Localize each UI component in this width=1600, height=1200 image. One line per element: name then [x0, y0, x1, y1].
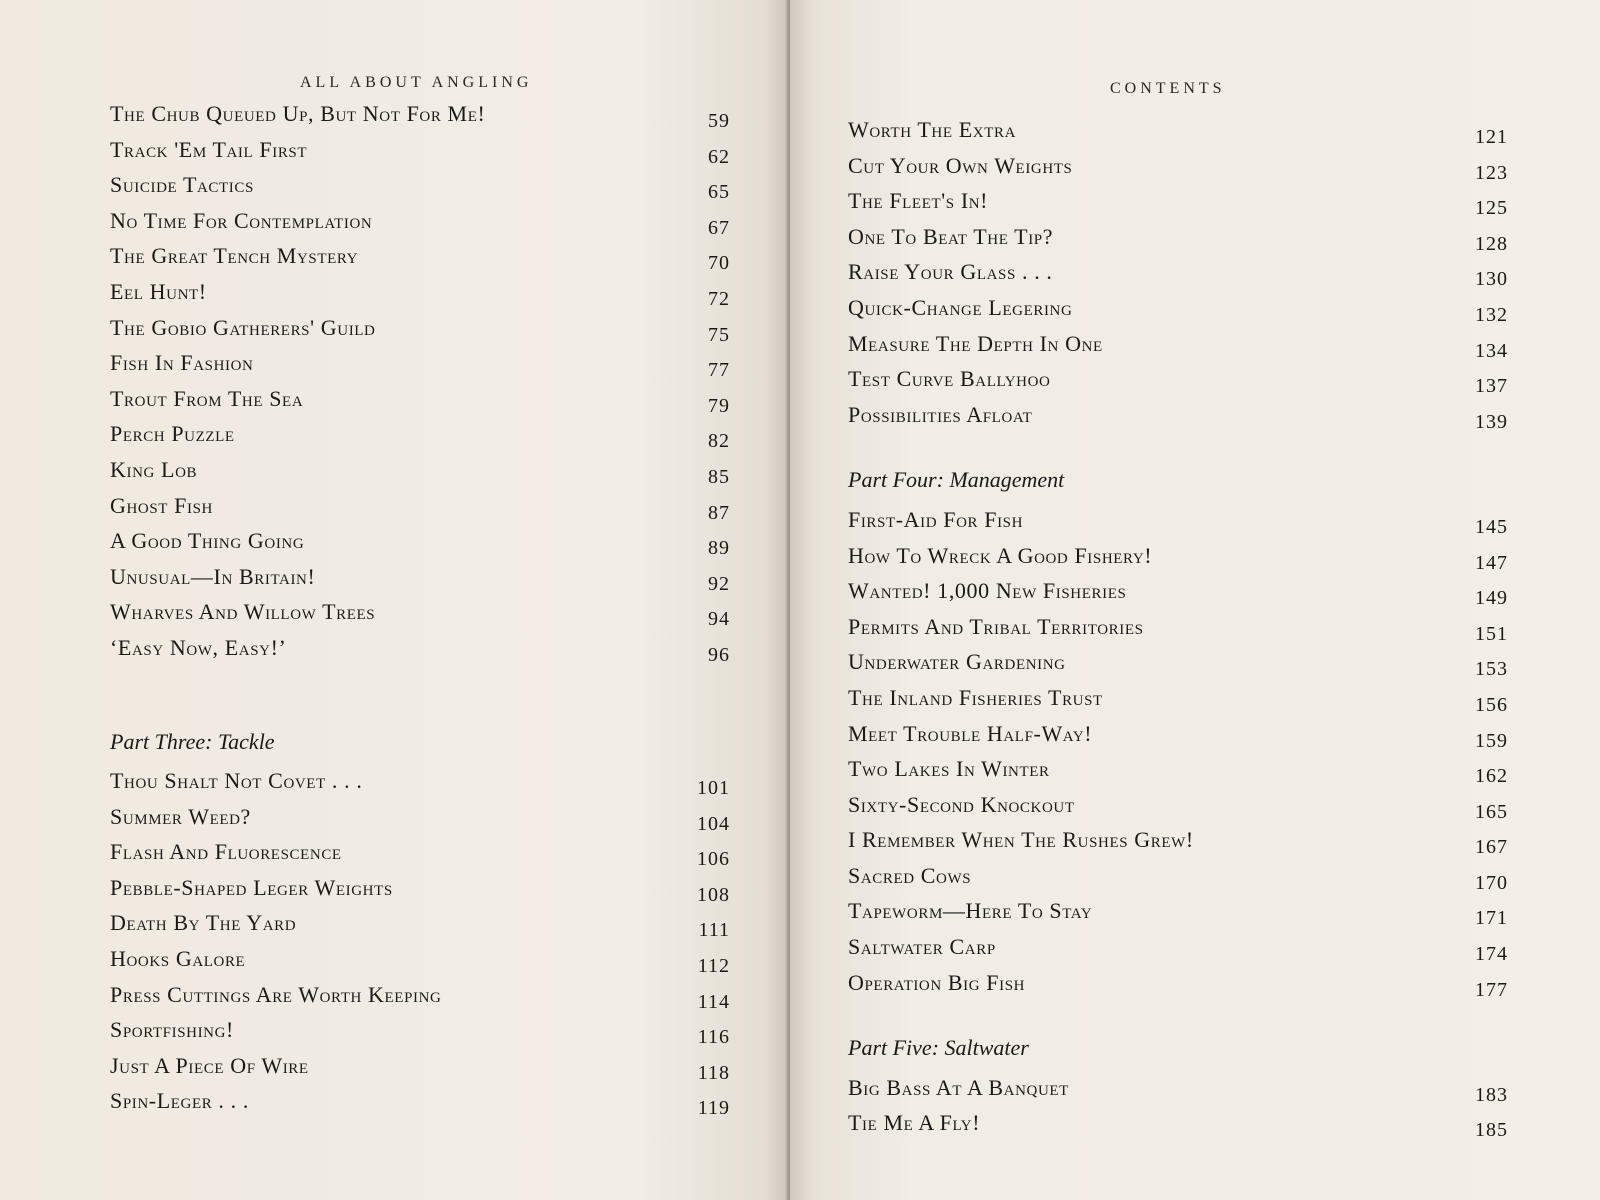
entry-page-number: 128 — [1475, 232, 1508, 255]
entry-page-number: 156 — [1475, 693, 1508, 716]
entry-title: Operation Big Fish — [848, 969, 1026, 995]
entry-page-number: 171 — [1475, 907, 1508, 930]
toc-entry — [848, 254, 1508, 291]
entry-page-number: 145 — [1475, 515, 1508, 538]
entry-title: Worth The Extra — [848, 117, 1017, 142]
right-page — [790, 0, 1600, 1200]
toc-entry — [110, 834, 730, 870]
toc-entry — [110, 559, 730, 595]
entry-page-number: 167 — [1475, 836, 1508, 859]
toc-entry — [110, 630, 730, 666]
entry-title: Pebble-Shaped Leger Weights — [110, 874, 393, 900]
entry-title: Permits And Tribal Territories — [848, 613, 1144, 639]
entry-page-number: 79 — [708, 394, 730, 417]
entry-title: Ghost Fish — [110, 492, 213, 518]
toc-entry — [848, 219, 1508, 255]
toc-group — [110, 96, 730, 666]
entry-title: Thou Shalt Not Covet . . . — [110, 768, 363, 794]
entry-title: Underwater Gardening — [848, 649, 1066, 675]
part-heading: Part Four: Management — [848, 467, 1065, 493]
toc-entry — [848, 716, 1508, 752]
toc-entry — [110, 416, 730, 452]
entry-page-number: 165 — [1475, 800, 1508, 823]
entry-title: Death By The Yard — [110, 910, 297, 936]
entry-title: I Remember When The Rushes Grew! — [848, 827, 1194, 853]
entry-page-number: 114 — [697, 990, 730, 1013]
entry-page-number: 177 — [1475, 978, 1508, 1001]
entry-page-number: 174 — [1475, 943, 1508, 966]
entry-title: First-Aid For Fish — [848, 506, 1024, 532]
entry-page-number: 151 — [1475, 622, 1508, 645]
entry-page-number: 170 — [1475, 871, 1508, 894]
entry-page-number: 123 — [1475, 161, 1508, 184]
toc-entry — [848, 1070, 1508, 1106]
entry-page-number: 75 — [708, 323, 730, 346]
entry-title: Press Cuttings Are Worth Keeping — [110, 981, 442, 1007]
entry-title: Summer Weed? — [110, 803, 251, 829]
toc-entry — [848, 609, 1508, 645]
toc-entry — [110, 870, 730, 906]
running-head: ALL ABOUT ANGLING — [300, 74, 533, 91]
toc-list-left — [110, 96, 730, 1119]
toc-entry — [848, 148, 1508, 184]
part-heading: Part Five: Saltwater — [848, 1035, 1029, 1061]
toc-entry — [110, 1048, 730, 1084]
entry-title: Trout From The Sea — [110, 385, 304, 411]
entry-page-number: 111 — [698, 919, 730, 942]
entry-title: The Fleet's In! — [848, 188, 989, 214]
toc-entry — [110, 96, 730, 132]
toc-entry — [110, 203, 730, 239]
toc-entry — [848, 326, 1508, 362]
entry-page-number: 118 — [697, 1061, 730, 1084]
toc-entry — [848, 1105, 1508, 1142]
toc-entry — [110, 594, 730, 630]
entry-page-number: 94 — [708, 608, 730, 631]
entry-page-number: 87 — [708, 501, 730, 524]
toc-entry — [848, 502, 1508, 538]
toc-entry — [110, 132, 730, 168]
entry-title: Meet Trouble Half-Way! — [848, 720, 1093, 746]
entry-page-number: 89 — [708, 537, 730, 560]
toc-entry — [110, 310, 730, 346]
entry-page-number: 153 — [1475, 658, 1508, 681]
entry-page-number: 67 — [708, 216, 730, 239]
entry-page-number: 65 — [708, 181, 730, 204]
entry-page-number: 96 — [708, 643, 730, 666]
toc-entry — [110, 523, 730, 559]
entry-page-number: 77 — [708, 359, 730, 382]
entry-title: Unusual—In Britain! — [110, 563, 316, 589]
toc-group — [848, 1070, 1508, 1142]
entry-page-number: 70 — [708, 252, 730, 275]
toc-entry — [848, 644, 1508, 681]
toc-entry — [110, 488, 730, 524]
toc-entry — [848, 183, 1508, 220]
entry-title: ‘Easy Now, Easy!’ — [110, 634, 287, 660]
toc-entry — [110, 274, 730, 310]
entry-page-number: 72 — [708, 287, 730, 310]
toc-entry — [110, 345, 730, 381]
entry-page-number: 139 — [1475, 410, 1508, 433]
entry-page-number: 132 — [1475, 303, 1508, 326]
toc-entry — [110, 941, 730, 977]
entry-page-number: 134 — [1475, 339, 1508, 362]
entry-title: Tie Me A Fly! — [848, 1110, 981, 1136]
toc-entry — [848, 787, 1508, 823]
toc-entry — [110, 1083, 730, 1119]
toc-entry — [848, 822, 1508, 859]
entry-title: Spin-Leger . . . — [110, 1088, 249, 1114]
toc-entry — [848, 929, 1508, 966]
entry-title: Two Lakes In Winter — [848, 756, 1050, 782]
entry-title: Sixty-Second Knockout — [848, 791, 1075, 817]
entry-title: Tapeworm—Here To Stay — [848, 898, 1093, 924]
entry-page-number: 85 — [708, 465, 730, 488]
entry-title: How To Wreck A Good Fishery! — [848, 542, 1153, 568]
entry-title: Quick-Change Legering — [848, 294, 1073, 320]
entry-title: Perch Puzzle — [110, 421, 235, 447]
entry-title: Cut Your Own Weights — [848, 152, 1073, 178]
running-head: CONTENTS — [1110, 80, 1226, 97]
toc-entry — [848, 893, 1508, 930]
entry-title: King Lob — [110, 456, 198, 482]
toc-entry — [848, 361, 1508, 398]
toc-entry — [848, 858, 1508, 894]
toc-entry — [110, 799, 730, 835]
toc-group — [848, 502, 1508, 1001]
toc-entry — [848, 965, 1508, 1001]
toc-entry — [848, 680, 1508, 716]
entry-page-number: 108 — [697, 883, 730, 906]
entry-page-number: 116 — [697, 1026, 730, 1049]
entry-page-number: 121 — [1475, 126, 1508, 148]
entry-title: A Good Thing Going — [110, 528, 305, 554]
toc-group — [848, 112, 1508, 433]
entry-page-number: 119 — [697, 1097, 730, 1120]
entry-page-number: 130 — [1475, 268, 1508, 291]
entry-title: Test Curve Ballyhoo — [848, 366, 1051, 392]
entry-title: Wharves And Willow Trees — [110, 599, 376, 625]
toc-entry — [110, 381, 730, 417]
entry-page-number: 125 — [1475, 197, 1508, 220]
entry-page-number: 101 — [697, 777, 730, 800]
entry-page-number: 106 — [697, 848, 730, 871]
entry-page-number: 183 — [1475, 1083, 1508, 1106]
entry-title: The Chub Queued Up, But Not For Me! — [110, 101, 486, 126]
toc-entry — [110, 452, 730, 488]
entry-title: Wanted! 1,000 New Fisheries — [848, 578, 1127, 604]
entry-page-number: 112 — [697, 955, 730, 978]
entry-page-number: 92 — [708, 572, 730, 595]
entry-page-number: 159 — [1475, 729, 1508, 752]
entry-title: Saltwater Carp — [848, 934, 996, 960]
toc-entry — [110, 167, 730, 203]
entry-title: Fish In Fashion — [110, 350, 254, 376]
entry-title: Big Bass At A Banquet — [848, 1074, 1069, 1100]
entry-title: The Inland Fisheries Trust — [848, 684, 1103, 710]
toc-entry — [848, 397, 1508, 433]
toc-entry — [848, 751, 1508, 788]
entry-page-number: 149 — [1475, 587, 1508, 610]
toc-entry — [110, 238, 730, 274]
entry-page-number: 62 — [708, 145, 730, 168]
toc-entry — [110, 977, 730, 1013]
left-page — [0, 0, 790, 1200]
entry-title: Suicide Tactics — [110, 172, 254, 198]
entry-page-number: 162 — [1475, 765, 1508, 788]
entry-page-number: 185 — [1475, 1119, 1508, 1142]
part-heading: Part Three: Tackle — [110, 728, 275, 754]
toc-list-right — [848, 112, 1508, 1142]
entry-title: The Great Tench Mystery — [110, 243, 359, 269]
toc-group — [110, 763, 730, 1119]
entry-title: One To Beat The Tip? — [848, 223, 1054, 249]
entry-title: Flash And Fluorescence — [110, 839, 342, 865]
entry-title: Sacred Cows — [848, 862, 972, 888]
toc-entry — [110, 905, 730, 941]
toc-entry — [848, 573, 1508, 610]
entry-page-number: 137 — [1475, 375, 1508, 398]
entry-page-number: 82 — [708, 430, 730, 453]
entry-title: Hooks Galore — [110, 946, 246, 972]
toc-entry — [848, 538, 1508, 574]
toc-entry — [848, 290, 1508, 326]
entry-page-number: 104 — [697, 812, 730, 835]
entry-title: Sportfishing! — [110, 1017, 234, 1043]
entry-title: Track 'Em Tail First — [110, 136, 308, 162]
entry-title: Measure The Depth In One — [848, 330, 1103, 356]
toc-entry — [110, 1012, 730, 1048]
toc-entry — [110, 763, 730, 799]
entry-title: The Gobio Gatherers' Guild — [110, 314, 376, 340]
entry-page-number: 59 — [708, 110, 730, 132]
entry-title: Possibilities Afloat — [848, 401, 1033, 427]
toc-entry — [848, 112, 1508, 148]
entry-title: Just A Piece Of Wire — [110, 1052, 309, 1078]
entry-page-number: 147 — [1475, 551, 1508, 574]
entry-title: Raise Your Glass . . . — [848, 259, 1053, 285]
entry-title: Eel Hunt! — [110, 278, 207, 304]
entry-title: No Time For Contemplation — [110, 207, 373, 233]
